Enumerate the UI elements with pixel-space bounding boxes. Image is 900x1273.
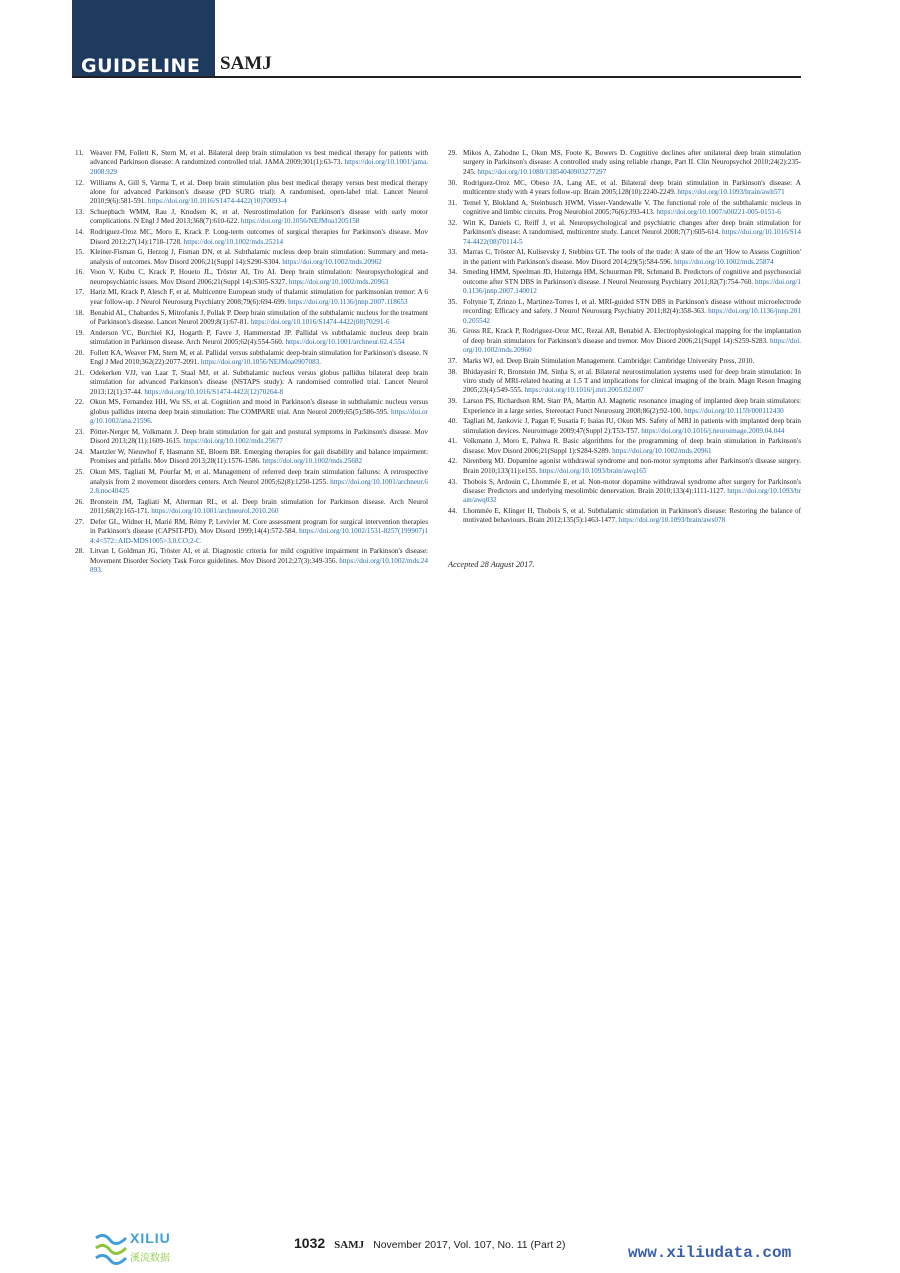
reference-item (75, 398, 428, 426)
reference-number: 11. (75, 149, 84, 157)
reference-item (75, 208, 428, 227)
reference-text: Larson PS, Richardson RM, Starr PA, Martin AJ. Magnetic resonance imaging of implanted deep brain stimulators: Experience in a large series. Stereotact Funct Neurosurg 2008;86(2):92-100. (463, 397, 801, 415)
section-label: GUIDELINE (81, 56, 201, 76)
reference-text: Weaver FM, Follett K, Stern M, et al. Bilateral deep brain stimulation vs best medical therapy for patients with advanced Parkinson disease: A randomized controlled trial. JAMA 2009;301(1):63-73. (90, 149, 428, 167)
reference-item (75, 309, 428, 328)
reference-number: 33. (448, 248, 457, 257)
watermark-url: www.xiliudata.com (628, 1244, 792, 1262)
reference-item (448, 397, 801, 416)
reference-number: 39. (448, 397, 457, 406)
reference-text: Hariz MI, Krack P, Alesch F, et al. Multicentre European study of thalamic stimulation for parkinsonian tremor: A 6 year follow-up. J Neurol Neurosurg Psychiatry 2008;79(6):694-699. (90, 288, 428, 306)
reference-item (75, 179, 428, 207)
doi-link[interactable]: https://doi.org/10.1001/archneurol.2010.260 (151, 507, 279, 516)
doi-link[interactable]: https://doi.org/10.1002/ana.21596. (90, 407, 428, 426)
reference-text: Bhidayasiri R, Bronstein JM, Sinha S, et al. Bilateral neurostimulation systems used for deep brain stimulation: In vitro study of MRI-related heating at 1.5 T and implications for clinical imaging of the brain. Magn Reson Imaging 2005;23(4):549-555. (463, 367, 801, 395)
doi-link[interactable]: https://doi.org/10.1002/mds.25874 (674, 257, 774, 266)
doi-link[interactable]: https://doi.org/10.1056/NEJMoa0907083. (200, 358, 322, 367)
reference-item (448, 457, 801, 476)
reference-number: 37. (448, 356, 457, 365)
reference-item (75, 428, 428, 447)
reference-number: 23. (75, 427, 84, 436)
header-journal-name: SAMJ (220, 53, 272, 74)
reference-item (448, 507, 801, 526)
reference-text: Benabid AL, Chabardes S, Mitrofanis J, Pollak P. Deep brain stimulation of the subthalamic nucleus for the treatment of Parkinson's disease. Lancet Neurol 2009;8(1):67-81. (90, 308, 428, 326)
accepted-date: Accepted 28 August 2017. (448, 559, 535, 569)
doi-link[interactable]: https://doi.org/10.1001/archneur.62.8.noc40425 (90, 477, 428, 495)
reference-item (75, 248, 428, 267)
doi-link[interactable]: https://doi.org/10.1159/000112430 (684, 406, 784, 415)
reference-item (448, 327, 801, 355)
reference-item (448, 248, 801, 267)
reference-item (448, 268, 801, 296)
reference-item (448, 417, 801, 436)
reference-text: Marras C, Tröster AI, Kulisevsky J, Stebbins GT. The tools of the trade: A state of the art 'How to Assess Cognition' in the patient with Parkinson's disease. Mov Disord 2014;29(5):584-596. (463, 248, 801, 266)
doi-link[interactable]: https://doi.org/10.1002/mds.20962 (282, 257, 382, 266)
reference-text: Tagliati M, Jankovic J, Pagan F, Susatia F, Isaias IU, Okun MS. Safety of MRI in patients with implanted deep brain stimulation devices. Neuroimage 2009;47(Suppl 2):T53-T57. (463, 417, 801, 435)
reference-text: Williams A, Gill S, Varma T, et al. Deep brain stimulation plus best medical therapy versus best medical therapy alone for advanced Parkinson's disease (PD SURG trial): A randomised, open-label trial. Lancet Neurol 2010;9(6):581-591. (90, 178, 428, 206)
watermark-logo (94, 1230, 174, 1266)
reference-number: 40. (448, 417, 457, 426)
reference-item (75, 329, 428, 348)
doi-link[interactable]: https://doi.org/10.1016/j.neuroimage.2009.04.044 (641, 426, 785, 435)
reference-text: Foltynie T, Zrinzo L, Martinez-Torres I, et al. MRI-guided STN DBS in Parkinson's disease without microelectrode recording: Efficacy and safety. J Neurol Neurosurg Psychiatry 2011;82(4):358-363. (463, 297, 801, 316)
reference-item (75, 518, 428, 546)
reference-text: Temel Y, Blokland A, Steinbusch HWM, Visser-Vandewalle V. The functional role of the subthalamic nucleus in cognitive and limbic circuits. Prog Neurobiol 2005;76(6):393-413. (463, 198, 801, 217)
reference-number: 27. (75, 517, 84, 526)
reference-list-left (75, 149, 428, 576)
reference-number: 17. (75, 288, 84, 297)
reference-text: Follett KA, Weaver FM, Stern M, et al. Pallidal versus subthalamic deep-brain stimulation for Parkinson's disease. N Engl J Med 2010;362(22):2077-2091. (90, 348, 428, 367)
reference-item (75, 288, 428, 307)
doi-link[interactable]: https://doi.org/10.1007/s00221-005-0151-6 (656, 208, 781, 217)
doi-link[interactable]: https://doi.org/10.1080/13854040903277297 (477, 167, 607, 176)
doi-link[interactable]: https://doi.org/10.1016/S1474-4422(12)70264-8 (144, 387, 284, 396)
reference-text: Lhommée E, Klinger H, Thobois S, et al. Subthalamic stimulation in Parkinson's disease: Restoring the balance of motivated behaviours. Brain 2012;135(5):1463-1477. (463, 507, 801, 525)
watermark-logo-text: XILIU (130, 1230, 171, 1246)
reference-list-right (448, 149, 801, 526)
watermark-logo-subtext: 溪流数据 (130, 1253, 170, 1264)
reference-item (75, 448, 428, 467)
reference-item (448, 179, 801, 198)
reference-number: 18. (75, 308, 84, 317)
reference-item (448, 149, 801, 177)
doi-link[interactable]: https://doi.org/10.1093/brain/aws078 (618, 516, 726, 525)
reference-number: 15. (75, 248, 84, 257)
reference-number: 32. (448, 218, 457, 227)
reference-number: 41. (448, 437, 457, 446)
reference-number: 12. (75, 178, 84, 187)
reference-text: Thobois S, Ardouin C, Lhommée E, et al. Non-motor dopamine withdrawal syndrome after surgery for Parkinson's disease: Predictors and underlying mesolimbic denervation. Brain 2010;133(4):1111-1127. (463, 477, 801, 495)
reference-item (448, 219, 801, 247)
reference-text: Schuepbach WMM, Rau J, Knudsen K, et al. Neurostimulation for Parkinson's disease with early motor complications. N Engl J Med 2013;368(7):610-622. (90, 208, 428, 226)
reference-text: Kleiner-Fisman G, Herzog J, Fisman DN, et al. Subthalamic nucleus deep brain stimulation: Summary and meta-analysis of outcomes. Mov Disord 2006;21(Suppl 14):S290-S304. (90, 248, 428, 266)
reference-number: 42. (448, 457, 457, 466)
doi-link[interactable]: https://doi.org/10.1016/S1474-4422(08)70291-6 (250, 317, 390, 326)
page-number: 1032 (294, 1235, 326, 1251)
reference-item (75, 149, 428, 177)
doi-link[interactable]: https://doi.org/10.1016/j.mri.2005.02.007 (524, 386, 644, 395)
reference-item (448, 368, 801, 396)
reference-number: 25. (75, 468, 84, 477)
reference-item (75, 349, 428, 368)
reference-text: Okun MS, Fernandez HH, Wu SS, et al. Cognition and mood in Parkinson's disease in subthalamic nucleus versus globus pallidus interna deep brain stimulation: The COMPARE trial. Ann Neurol 2009;65(5):586-595. (90, 398, 428, 416)
reference-text: Anderson VC, Burchiel KJ, Hogarth P, Favre J, Hammerstad JP. Pallidal vs subthalamic nucleus deep brain stimulation in Parkinson disease. Arch Neurol 2005;62(4):554-560. (90, 328, 428, 347)
reference-number: 22. (75, 398, 84, 407)
reference-item (448, 478, 801, 506)
doi-link[interactable]: https://doi.org/10.1093/brain/awh571 (677, 187, 785, 196)
reference-number: 35. (448, 297, 457, 306)
reference-item (448, 437, 801, 456)
doi-link[interactable]: https://doi.org/10.1136/jnnp.2010.205542 (463, 307, 801, 325)
doi-link[interactable]: https://doi.org/10.1016/S1474-4422(08)70114-5 (463, 228, 801, 246)
reference-number: 20. (75, 348, 84, 357)
reference-number: 38. (448, 367, 457, 376)
reference-text: Smeding HMM, Speelman JD, Huizenga HM, Schuurman PR, Schmand B. Predictors of cognitive and psychosocial outcome after STN DBS in Parkinson's disease. J Neurol Neurosurg Psychiatry 2011;82(7):754-760. (463, 268, 801, 286)
footer-journal-name: SAMJ (334, 1239, 365, 1251)
reference-number: 31. (448, 198, 457, 207)
reference-number: 30. (448, 178, 457, 187)
reference-number: 21. (75, 368, 84, 377)
doi-link[interactable]: https://doi.org/10.1136/jnnp.2007.118653 (288, 297, 408, 306)
reference-text: Rodriguez-Oroz MC, Moro E, Krack P. Long-term outcomes of surgical therapies for Parkinson's disease. Mov Disord 2012;27(14):1718-1728. (90, 228, 428, 246)
doi-link[interactable]: https://doi.org/10.1056/NEJMoa1205158 (240, 217, 360, 226)
reference-number: 24. (75, 448, 84, 457)
page-footer (294, 1235, 566, 1253)
doi-link[interactable]: https://doi.org/10.1002/mds.24893. (90, 556, 428, 575)
reference-item (75, 268, 428, 287)
doi-link[interactable]: https://doi.org/10.1136/jnnp.2007.140012 (463, 277, 801, 296)
reference-number: 14. (75, 228, 84, 237)
reference-text: Pötter-Nerger M, Volkmann J. Deep brain stimulation for gait and postural symptoms in Parkinson's disease. Mov Disord 2013;28(11):1609-1615. (90, 427, 428, 446)
references-right-column (448, 149, 801, 570)
header-rule (72, 76, 801, 78)
doi-link[interactable]: https://doi.org/10.1002/mds.25677 (183, 437, 283, 446)
reference-item (448, 357, 801, 366)
reference-item (75, 228, 428, 247)
doi-link[interactable]: https://doi.org/10.1093/brain/awq032 (463, 486, 801, 505)
doi-link[interactable]: https://doi.org/10.1002/mds.20960 (463, 336, 801, 355)
reference-number: 29. (448, 149, 457, 157)
reference-number: 16. (75, 268, 84, 277)
reference-text: Okun MS, Tagliati M, Pourfar M, et al. Management of referred deep brain stimulation failures: A retrospective analysis from 2 movement disorders centers. Arch Neurol 2005;62(8):1250-1255. (90, 468, 428, 486)
doi-link[interactable]: https://doi.org/10.1002/mds.20963 (288, 277, 389, 286)
reference-number: 28. (75, 547, 84, 556)
reference-number: 36. (448, 327, 457, 336)
reference-text: Defer GL, Widner H, Marié RM, Rémy P, Levivier M. Core assessment program for surgical intervention therapies in Parkinson's disease (CAPSIT-PD). Mov Disord 1999;14(4):572-584. (90, 517, 428, 536)
reference-text: Litvan I, Goldman JG, Tröster AI, et al. Diagnostic criteria for mild cognitive impairment in Parkinson's disease: Movement Disorder Society Task Force guidelines. Mov Disord 2012;27(3):349-356. (90, 547, 428, 565)
reference-text: Odekerken VJJ, van Laar T, Staal MJ, et al. Subthalamic nucleus versus globus pallidus bilateral deep brain stimulation for advanced Parkinson's disease (NSTAPS study): A randomised controlled trial. Lancet Neurol 2013;12(1):37-44. (90, 368, 428, 396)
reference-text: Marks WJ, ed. Deep Brain Stimulation Management. Cambridge: Cambridge University Press, 2010. (463, 356, 755, 365)
reference-text: Bronstein JM, Tagliati M, Alterman RL, et al. Deep brain stimulation for Parkinson disease. Arch Neurol 2011;68(2):165-171. (90, 497, 428, 516)
doi-link[interactable]: https://doi.org/10.1002/mds.25214 (183, 237, 284, 246)
reference-text: Mikos A, Zahodne L, Okun MS, Foote K, Bowers D. Cognitive declines after unilateral deep brain stimulation surgery in Parkinson's disease: A controlled study using reliable change, Part II. Clin Neuropsychol 2010;24(2):235-245. (463, 149, 801, 176)
reference-item (75, 468, 428, 496)
reference-item (75, 498, 428, 517)
reference-text: Rodriguez-Oroz MC, Obeso JA, Lang AE, et al. Bilateral deep brain stimulation in Parkinson's disease: A multicentre study with 4 years follow-up. Brain 2005;128(10):2240-2249. (463, 178, 801, 196)
reference-text: Voon V, Kubu C, Krack P, Houeto JL, Tröster AI, Tro AI. Deep brain stimulation: Neuropsychological and neuropsychiatric issues. Mov Disord 2006;21(Suppl 14):S305-S327. (90, 268, 428, 286)
reference-item (75, 547, 428, 575)
reference-number: 19. (75, 328, 84, 337)
reference-item (75, 369, 428, 397)
reference-number: 13. (75, 208, 84, 217)
reference-text: Maetzler W, Nieuwhof F, Hasmann SE, Bloem BR. Emerging therapies for gait disability and balance impairment: Promises and pitfalls. Mov Disord 2013;28(11):1576-1586. (90, 448, 428, 466)
reference-number: 34. (448, 268, 457, 277)
reference-text: Witt K, Daniels C, Reiff J, et al. Neuropsychological and psychiatric changes after deep brain stimulation for Parkinson's disease: A randomised, multicentre study. Lancet Neurol 2008;7(7):605-614. (463, 218, 801, 237)
issue-info: November 2017, Vol. 107, No. 11 (Part 2) (373, 1239, 566, 1251)
reference-item (448, 298, 801, 326)
doi-link[interactable]: https://doi.org/10.1001/archneur.62.4.554 (285, 338, 405, 347)
doi-link[interactable]: https://doi.org/10.1002/mds.25682 (262, 457, 363, 466)
reference-text: Gross RE, Krack P, Rodriguez-Oroz MC, Rezai AR, Benabid A. Electrophysiological mapping for the implantation of deep brain stimulators for Parkinson's disease and tremor. Mov Disord 2006;21(Suppl 14):S259-S283. (463, 327, 801, 345)
wave-logo-icon (94, 1230, 128, 1266)
doi-link[interactable]: https://doi.org/10.1001/jama.2008.929 (90, 158, 428, 176)
doi-link[interactable]: https://doi.org/10.1016/S1474-4422(10)70093-4 (147, 197, 287, 206)
doi-link[interactable]: https://doi.org/10.1002/mds.20961 (612, 446, 712, 455)
reference-text: Nirenberg MJ. Dopamine agonist withdrawal syndrome and non-motor symptoms after Parkinson's disease surgery. Brain 2010;133(11):e155. (463, 457, 801, 475)
references-left-column (75, 149, 428, 577)
reference-number: 44. (448, 507, 457, 516)
reference-number: 26. (75, 497, 84, 506)
reference-number: 43. (448, 477, 457, 486)
doi-link[interactable]: https://doi.org/10.1002/1531-8257(199907)14:4<572::AID-MDS1005>3.0.CO;2-C (90, 527, 428, 545)
reference-item (448, 199, 801, 218)
reference-text: Volkmann J, Moro E, Pahwa R. Basic algorithms for the programming of deep brain stimulation in Parkinson's disease. Mov Disord 2006;21(Suppl 1):S284-S289. (463, 437, 801, 455)
doi-link[interactable]: https://doi.org/10.1093/brain/awq165 (539, 466, 647, 475)
